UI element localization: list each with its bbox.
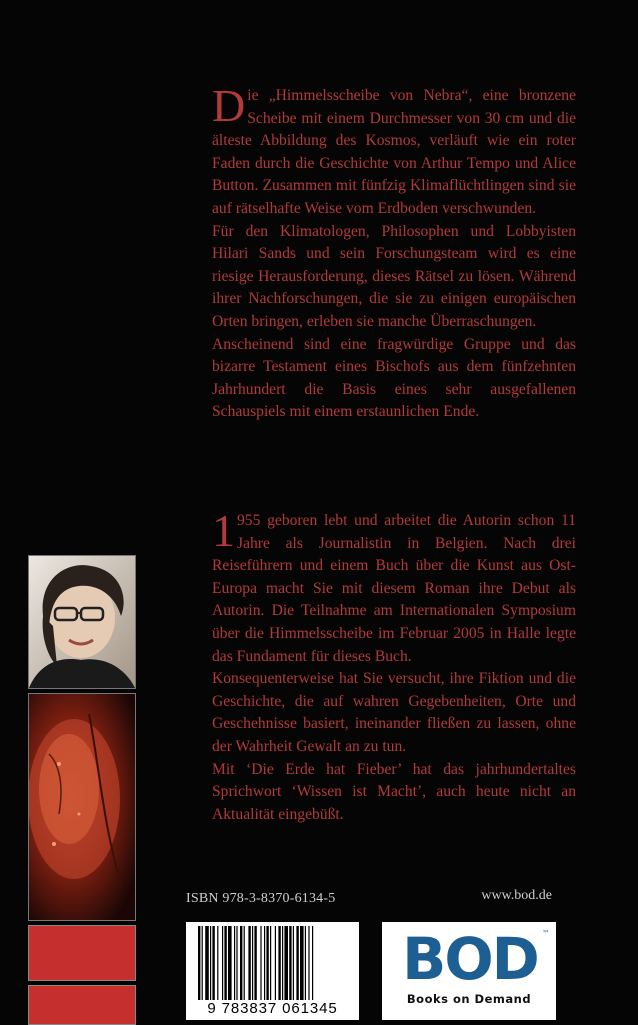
barcode-bar <box>217 926 218 1000</box>
barcode-bar <box>284 926 288 1000</box>
barcode-bar <box>278 926 280 1000</box>
barcode <box>186 922 359 1020</box>
barcode-bar <box>305 926 306 1000</box>
author-photo <box>28 555 136 689</box>
barcode-bar <box>254 926 256 1000</box>
bod-logo-letters: BOD <box>402 925 538 993</box>
synopsis-paragraph-2: Für den Klimatologen, Philosophen und Lobbyisten Hilari Sands und sein Forschungsteam wird es eine riesige Herausforderung, dieses Rätsel zu lösen. Während ihrer Nachforschungen, die sie zu einigen europäischen Orten bringen, erleben sie manche Überraschungen. <box>212 222 576 330</box>
barcode-bar <box>282 926 283 1000</box>
barcode-bar <box>275 926 276 1000</box>
website-text: www.bod.de <box>481 888 552 903</box>
bod-logo <box>382 922 556 1020</box>
red-decor-block <box>28 985 136 1025</box>
barcode-bar <box>266 926 268 1000</box>
barcode-bar <box>260 926 261 1000</box>
barcode-bar <box>296 926 298 1000</box>
author-paragraph-1: 1 955 geboren lebt und arbeitet die Autorin schon 11 Jahre als Journalistin in Belgien. Nach drei Reiseführern und einem Buch über die Kunst aus Ost-Europa macht Sie mit diesem Roman ihre Debut als Autorin. Die Teilnahme am Internationalen Symposium über die Himmelsscheibe im Februar 2005 in Halle legte das Fundament für dieses Buch. <box>212 505 576 665</box>
barcode-bar <box>308 926 309 1000</box>
isbn-text: ISBN 978-3-8370-6134-5 <box>186 891 336 906</box>
drop-cap: 1 <box>212 505 235 556</box>
barcode-bar <box>252 926 253 1000</box>
drop-cap: D <box>212 80 246 131</box>
barcode-bar <box>210 926 211 1000</box>
barcode-digits: 9 783837 061345 <box>207 1000 338 1017</box>
author-paragraph-2: Konsequenterweise hat Sie versucht, ihre Fiktion und die Geschichte, die auf wahren Gegebenheiten, Orte und Geschehnisse basiert, ineinander fließen zu lassen, ohne der Wahrheit Gewalt an zu tun. <box>212 670 576 755</box>
barcode-bar <box>212 926 214 1000</box>
barcode-bar <box>236 926 237 1000</box>
author-bio <box>212 505 576 826</box>
barcode-bar <box>248 926 250 1000</box>
barcode-bar <box>293 926 294 1000</box>
author-paragraph-3: Mit ‘Die Erde hat Fieber’ hat das jahrhundertaltes Sprichwort ‘Wissen ist Macht’, auch heute nicht an Aktualität eingebüßt. <box>212 760 576 823</box>
barcode-bar <box>244 926 245 1000</box>
barcode-bar <box>234 926 235 1000</box>
barcode-bar <box>224 926 226 1000</box>
synopsis-paragraph-3: Anscheinend sind eine fragwürdige Gruppe und das bizarre Testament eines Bischofs aus dem fünfzehnten Jahrhundert die Basis eines sehr ausgefallenen Schauspiels mit einem erstaunlichen Ende. <box>212 335 576 421</box>
trademark-symbol: ™ <box>542 929 550 938</box>
synopsis-text <box>212 80 576 424</box>
barcode-bar <box>202 926 203 1000</box>
barcode-bar <box>198 926 200 1000</box>
barcode-bar <box>228 926 232 1000</box>
barcode-bar <box>289 926 291 1000</box>
barcode-bar <box>222 926 223 1000</box>
bod-logo-subtitle: Books on Demand <box>406 992 532 1006</box>
barcode-bar <box>300 926 304 1000</box>
red-decor-block <box>28 925 136 981</box>
synopsis-paragraph-1: Die „Himmelsscheibe von Nebra“, eine bronzene Scheibe mit einem Durchmesser von 30 cm und die älteste Abbildung des Kosmos, verläuft wie ein roter Faden durch die Geschichte von Arthur Tempo und Alice Button. Zusammen mit fünfzig Klimaflüchtlingen sind sie auf rätselhafte Weise vom Erdboden verschwunden. <box>212 80 576 217</box>
barcode-bar <box>240 926 242 1000</box>
barcode-bar <box>205 926 209 1000</box>
sky-disk-detail <box>28 693 136 921</box>
barcode-bar <box>312 926 313 1000</box>
barcode-bar <box>264 926 265 1000</box>
barcode-bar <box>270 926 271 1000</box>
